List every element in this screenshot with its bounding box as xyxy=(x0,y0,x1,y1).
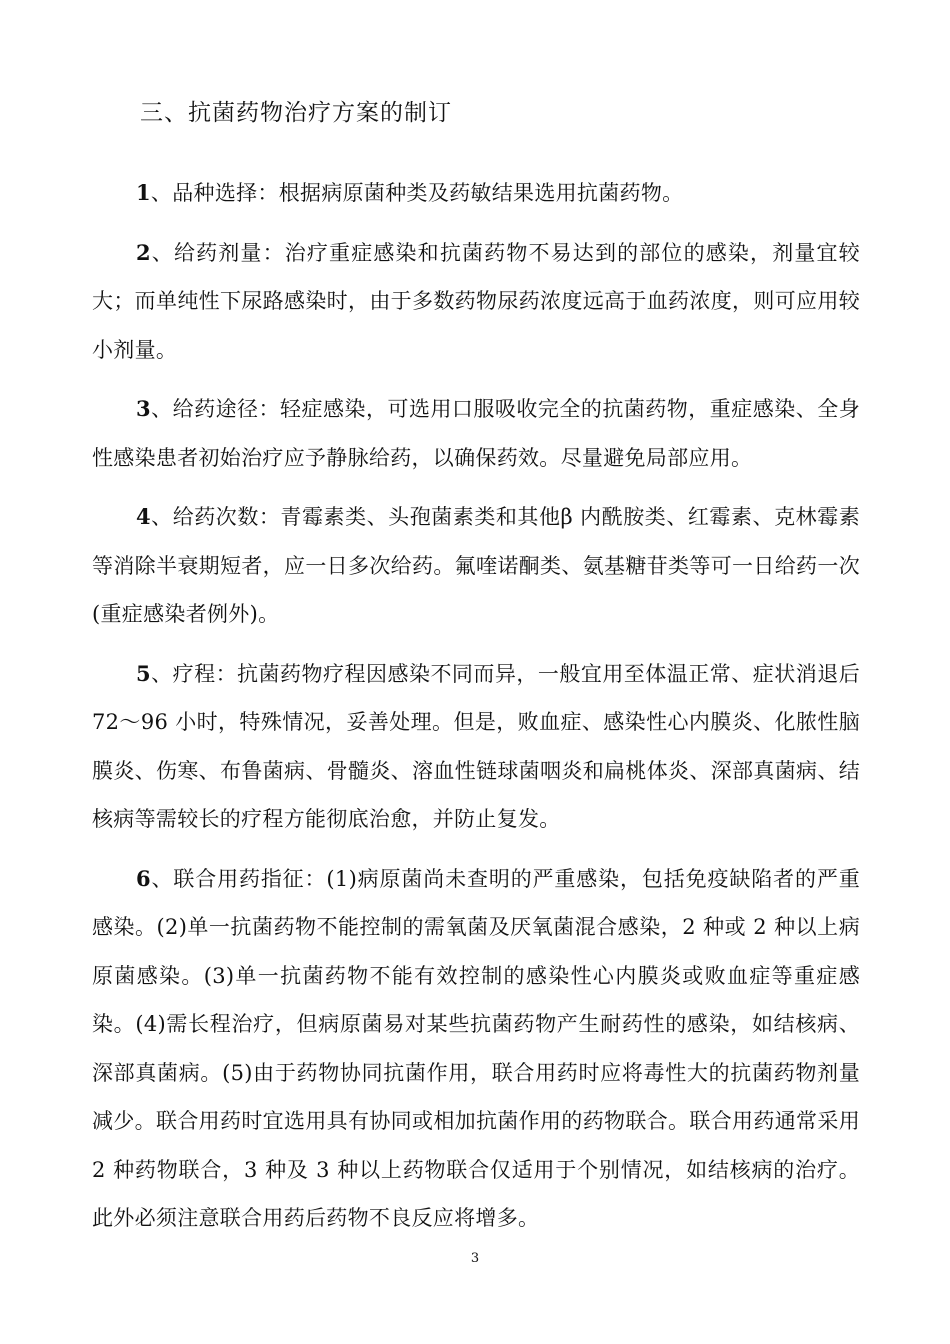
page-number: 3 xyxy=(470,1251,480,1266)
paragraph-number: 6 xyxy=(136,865,151,891)
paragraph-5 xyxy=(92,650,860,844)
paragraph-3 xyxy=(92,385,860,482)
paragraph-number: 4 xyxy=(136,504,151,529)
section-title: 三、抗菌药物治疗方案的制订 xyxy=(140,100,452,126)
paragraph-number: 5 xyxy=(136,660,151,686)
paragraph-text: 、品种选择：根据病原菌种类及药敏结果选用抗菌药物。 xyxy=(150,181,684,205)
paragraph-number: 1 xyxy=(136,180,151,205)
paragraph-text: 、给药途径：轻症感染，可选用口服吸收完全的抗菌药物，重症感染、全身性感染患者初始治疗应予静脉给药，以确保药效。尽量避免局部应用。 xyxy=(92,397,860,470)
paragraph-number: 2 xyxy=(136,239,151,265)
paragraph-text: 、给药剂量：治疗重症感染和抗菌药物不易达到的部位的感染，剂量宜较大；而单纯性下尿路感染时，由于多数药物尿药浓度远高于血药浓度，则可应用较小剂量。 xyxy=(92,240,860,362)
paragraph-6 xyxy=(92,855,860,1243)
paragraph-text: 、给药次数：青霉素类、头孢菌素类和其他β 内酰胺类、红霉素、克林霉素等消除半衰期短者，应一日多次给药。氟喹诺酮类、氨基糖苷类等可一日给药一次(重症感染者例外)。 xyxy=(92,505,860,626)
paragraph-text: 、疗程：抗菌药物疗程因感染不同而异，一般宜用至体温正常、症状消退后 72～96 小时，特殊情况，妥善处理。但是，败血症、感染性心内膜炎、化脓性脑膜炎、伤寒、布鲁菌病、骨髓炎、溶血性链球菌咽炎和扁桃体炎、深部真菌病、结核病等需较长的疗程方能彻底治愈，并防止复发。 xyxy=(92,661,860,831)
paragraph-number: 3 xyxy=(136,396,151,421)
paragraph-2 xyxy=(92,229,860,375)
document-body xyxy=(92,169,860,1254)
paragraph-text: 、联合用药指征：(1)病原菌尚未查明的严重感染，包括免疫缺陷者的严重感染。(2)单一抗菌药物不能控制的需氧菌及厌氧菌混合感染，2 种或 2 种以上病原菌感染。(3)单一抗菌药物不能有效控制的感染性心内膜炎或败血症等重症感染。(4)需长程治疗，但病原菌易对某些抗菌药物产生耐药性的感染，如结核病、深部真菌病。(5)由于药物协同抗菌作用，联合用药时应将毒性大的抗菌药物剂量减少。联合用药时宜选用具有协同或相加抗菌作用的药物联合。联合用药通常采用 2 种药物联合，3 种及 3 种以上药物联合仅适用于个别情况，如结核病的治疗。此外必须注意联合用药后药物不良反应将增多。 xyxy=(92,866,860,1230)
paragraph-1 xyxy=(92,169,860,218)
paragraph-4 xyxy=(92,493,860,639)
